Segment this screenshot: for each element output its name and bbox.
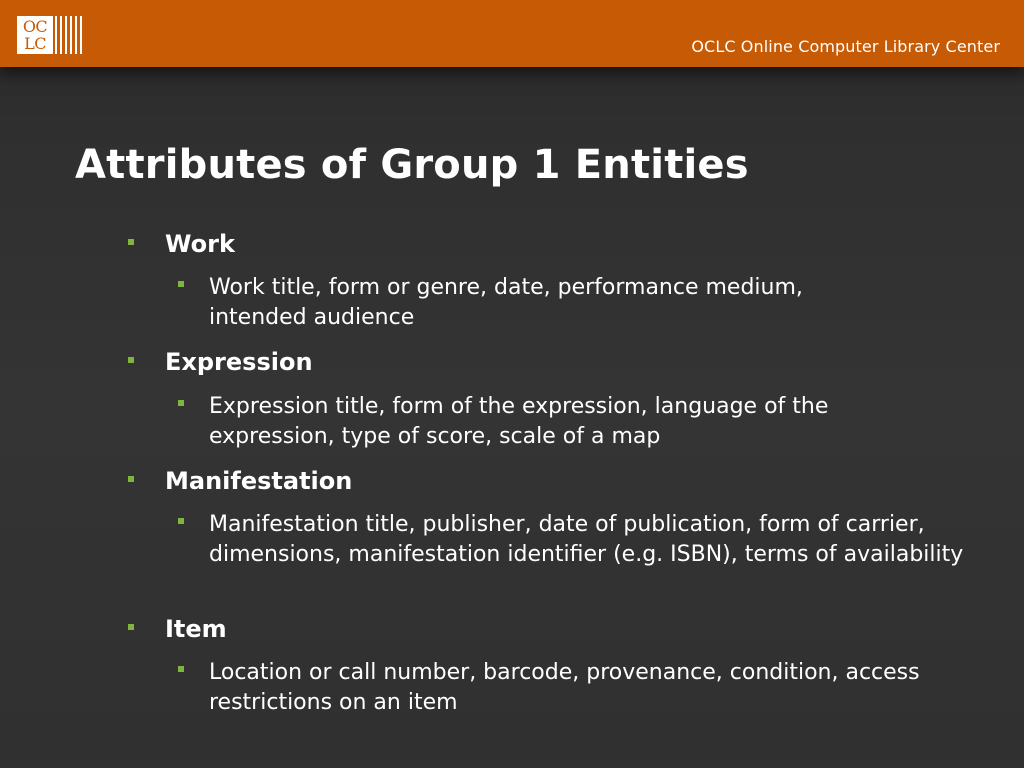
bullet-label: Item [165,615,227,643]
sub-bullet-icon [178,666,184,672]
sub-bullet-text: Manifestation title, publisher, date of publication, form of carrier, dimensions, manifestation identifier (e.g. ISBN), terms of availability [209,512,964,567]
bullet-icon [128,239,134,245]
slide-title: Attributes of Group 1 Entities [75,142,749,188]
bullet-icon [128,357,134,363]
sub-bullet-icon [178,281,184,287]
sub-bullet-text: Location or call number, barcode, provenance, condition, access restrictions on an item [209,660,920,715]
sub-bullet-text: Work title, form or genre, date, performance medium, intended audience [209,275,803,330]
sub-bullet-text: Expression title, form of the expression, language of the expression, type of score, scale of a map [209,394,829,449]
sub-bullet-icon [178,518,184,524]
logo-text-top: OC [22,17,48,36]
logo-text-bottom: LC [24,34,46,53]
oclc-logo [17,16,87,54]
bullet-icon [128,476,134,482]
bullet-label: Expression [165,348,313,376]
bullet-label: Manifestation [165,467,353,495]
bullet-label: Work [165,230,235,258]
organization-name: OCLC Online Computer Library Center [691,37,1000,56]
bullet-icon [128,624,134,630]
header-bar [0,0,1024,67]
sub-bullet-icon [178,400,184,406]
logo-box [17,16,53,54]
